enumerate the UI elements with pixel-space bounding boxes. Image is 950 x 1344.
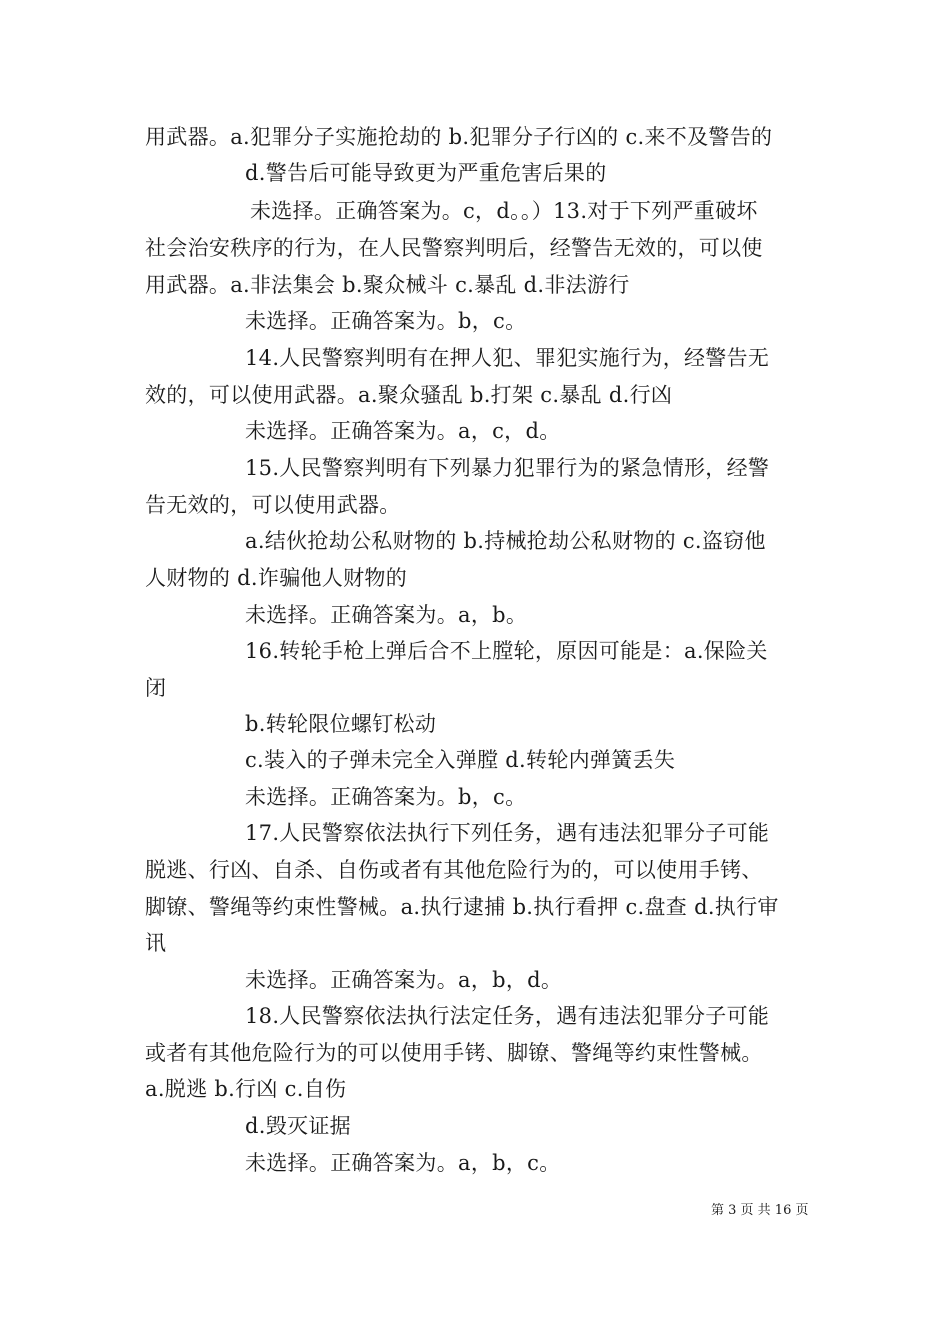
answer-line: 未选择。正确答案为。b，c。 (245, 785, 527, 809)
text-line: c.装入的子弹未完全入弹膛 d.转轮内弹簧丢失 (245, 748, 676, 772)
question-line: 17.人民警察依法执行下列任务，遇有违法犯罪分子可能 (245, 821, 770, 845)
answer-line: 未选择。正确答案为。a，b，c。 (245, 1151, 561, 1175)
text-line: 人财物的 d.诈骗他人财物的 (145, 566, 407, 590)
text-line: 用武器。a.犯罪分子实施抢劫的 b.犯罪分子行凶的 c.来不及警告的 (145, 125, 773, 149)
text-line: 效的，可以使用武器。a.聚众骚乱 b.打架 c.暴乱 d.行凶 (145, 383, 673, 407)
text-line: 或者有其他危险行为的可以使用手铐、脚镣、警绳等约束性警械。 (145, 1041, 763, 1065)
text-line: 告无效的，可以使用武器。 (145, 493, 401, 517)
text-line: 闭 (145, 676, 167, 700)
text-line: b.转轮限位螺钉松动 (245, 712, 437, 736)
text-line: d.警告后可能导致更为严重危害后果的 (245, 161, 607, 185)
text-line: d.毁灭证据 (245, 1114, 351, 1138)
question-line: 18.人民警察依法执行法定任务，遇有违法犯罪分子可能 (245, 1004, 770, 1028)
text-line: a.结伙抢劫公私财物的 b.持械抢劫公私财物的 c.盗窃他 (245, 529, 766, 553)
text-line: 脚镣、警绳等约束性警械。a.执行逮捕 b.执行看押 c.盘查 d.执行审 (145, 895, 779, 919)
answer-line: 未选择。正确答案为。b，c。 (245, 309, 527, 333)
text-line: 社会治安秩序的行为，在人民警察判明后，经警告无效的，可以使 (145, 236, 763, 260)
text-line: 脱逃、行凶、自杀、自伤或者有其他危险行为的，可以使用手铐、 (145, 858, 763, 882)
question-line: 15.人民警察判明有下列暴力犯罪行为的紧急情形，经警 (245, 456, 770, 480)
answer-line: 未选择。正确答案为。a，b，d。 (245, 968, 563, 992)
question-line: 14.人民警察判明有在押人犯、罪犯实施行为，经警告无 (245, 346, 770, 370)
answer-line: 未选择。正确答案为。a，b。 (245, 603, 528, 627)
text-line: 未选择。正确答案为。c，d。。）13.对于下列严重破坏 (250, 199, 758, 223)
answer-line: 未选择。正确答案为。a，c，d。 (245, 419, 561, 443)
page-number: 第 3 页 共 16 页 (711, 1203, 809, 1218)
text-line: a.脱逃 b.行凶 c.自伤 (145, 1077, 347, 1101)
question-line: 16.转轮手枪上弹后合不上膛轮，原因可能是：a.保险关 (245, 639, 768, 663)
text-line: 用武器。a.非法集会 b.聚众械斗 c.暴乱 d.非法游行 (145, 273, 630, 297)
text-line: 讯 (145, 931, 167, 955)
